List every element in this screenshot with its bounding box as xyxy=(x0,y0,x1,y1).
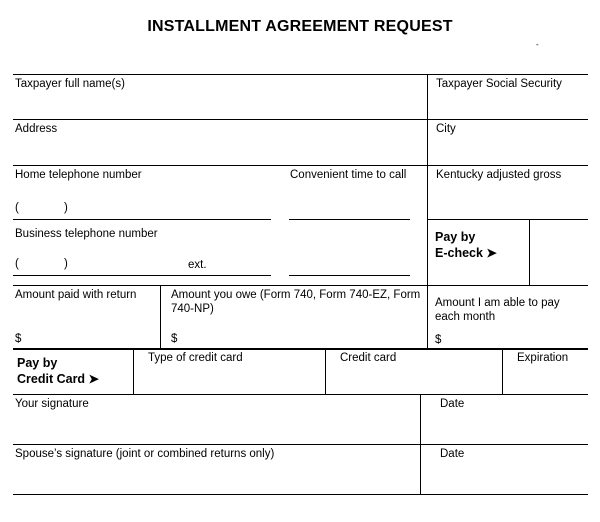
rule-top xyxy=(13,74,588,75)
label-address: Address xyxy=(15,123,58,135)
label-your-signature: Your signature xyxy=(15,398,89,410)
rule-right-echeck-bottom xyxy=(427,285,588,286)
label-taxpayer-name: Taxpayer full name(s) xyxy=(15,78,125,90)
rule-v-date2 xyxy=(420,444,421,494)
label-credit-card: Credit card xyxy=(340,352,397,364)
ext-line[interactable] xyxy=(289,275,410,276)
home-phone-paren-open: ( xyxy=(15,202,19,214)
creditcard-line1: Pay by xyxy=(17,356,58,370)
label-amount-paid: Amount paid with return xyxy=(15,289,137,301)
label-business-phone: Business telephone number xyxy=(15,228,158,240)
rule-v-amount-split xyxy=(160,285,161,348)
amount-owe-dollar: $ xyxy=(171,333,178,345)
rule-v-cardnum xyxy=(502,348,503,394)
rule-v-paybycard xyxy=(133,348,134,394)
label-amount-owe: Amount you owe (Form 740, Form 740-EZ, Form 740-NP) xyxy=(171,289,421,315)
rule-card-bottom xyxy=(13,394,588,395)
business-phone-paren-close: ) xyxy=(64,258,68,270)
corner-mark: - xyxy=(536,40,539,49)
echeck-box[interactable] xyxy=(530,220,588,285)
label-date-2: Date xyxy=(440,448,465,460)
rule-v-right-column xyxy=(427,74,428,348)
rule-spouse-bottom xyxy=(13,494,588,495)
home-phone-line[interactable] xyxy=(13,219,271,220)
rule-v-cardtype xyxy=(325,348,326,394)
amount-paid-dollar: $ xyxy=(15,333,22,345)
rule-row1 xyxy=(13,119,588,120)
label-card-type: Type of credit card xyxy=(148,352,243,364)
creditcard-line2: Credit Card ➤ xyxy=(17,372,100,386)
label-date-1: Date xyxy=(440,398,465,410)
label-ky-agi: Kentucky adjusted gross xyxy=(436,169,562,181)
rule-row2 xyxy=(13,165,588,166)
label-spouse-signature: Spouse’s signature (joint or combined returns only) xyxy=(15,448,275,460)
form-title: INSTALLMENT AGREEMENT REQUEST xyxy=(147,18,453,35)
business-phone-line[interactable] xyxy=(13,275,271,276)
label-amount-able: Amount I am able to pay each month xyxy=(435,297,560,323)
label-convenient-time: Convenient time to call xyxy=(290,169,407,181)
label-city: City xyxy=(436,123,456,135)
rule-v-date1 xyxy=(420,394,421,444)
echeck-line2: E-check ➤ xyxy=(435,246,497,260)
rule-amount-row-top xyxy=(13,285,427,286)
label-home-phone: Home telephone number xyxy=(15,169,142,181)
label-ssn: Taxpayer Social Security xyxy=(436,78,562,90)
amount-able-dollar: $ xyxy=(435,334,442,346)
convenient-time-line[interactable] xyxy=(289,219,410,220)
home-phone-paren-close: ) xyxy=(64,202,68,214)
business-phone-paren-open: ( xyxy=(15,258,19,270)
echeck-line1: Pay by xyxy=(435,230,476,244)
label-expiration: Expiration xyxy=(517,352,569,364)
rule-sig-bottom xyxy=(13,444,588,445)
label-ext: ext. xyxy=(188,259,207,271)
